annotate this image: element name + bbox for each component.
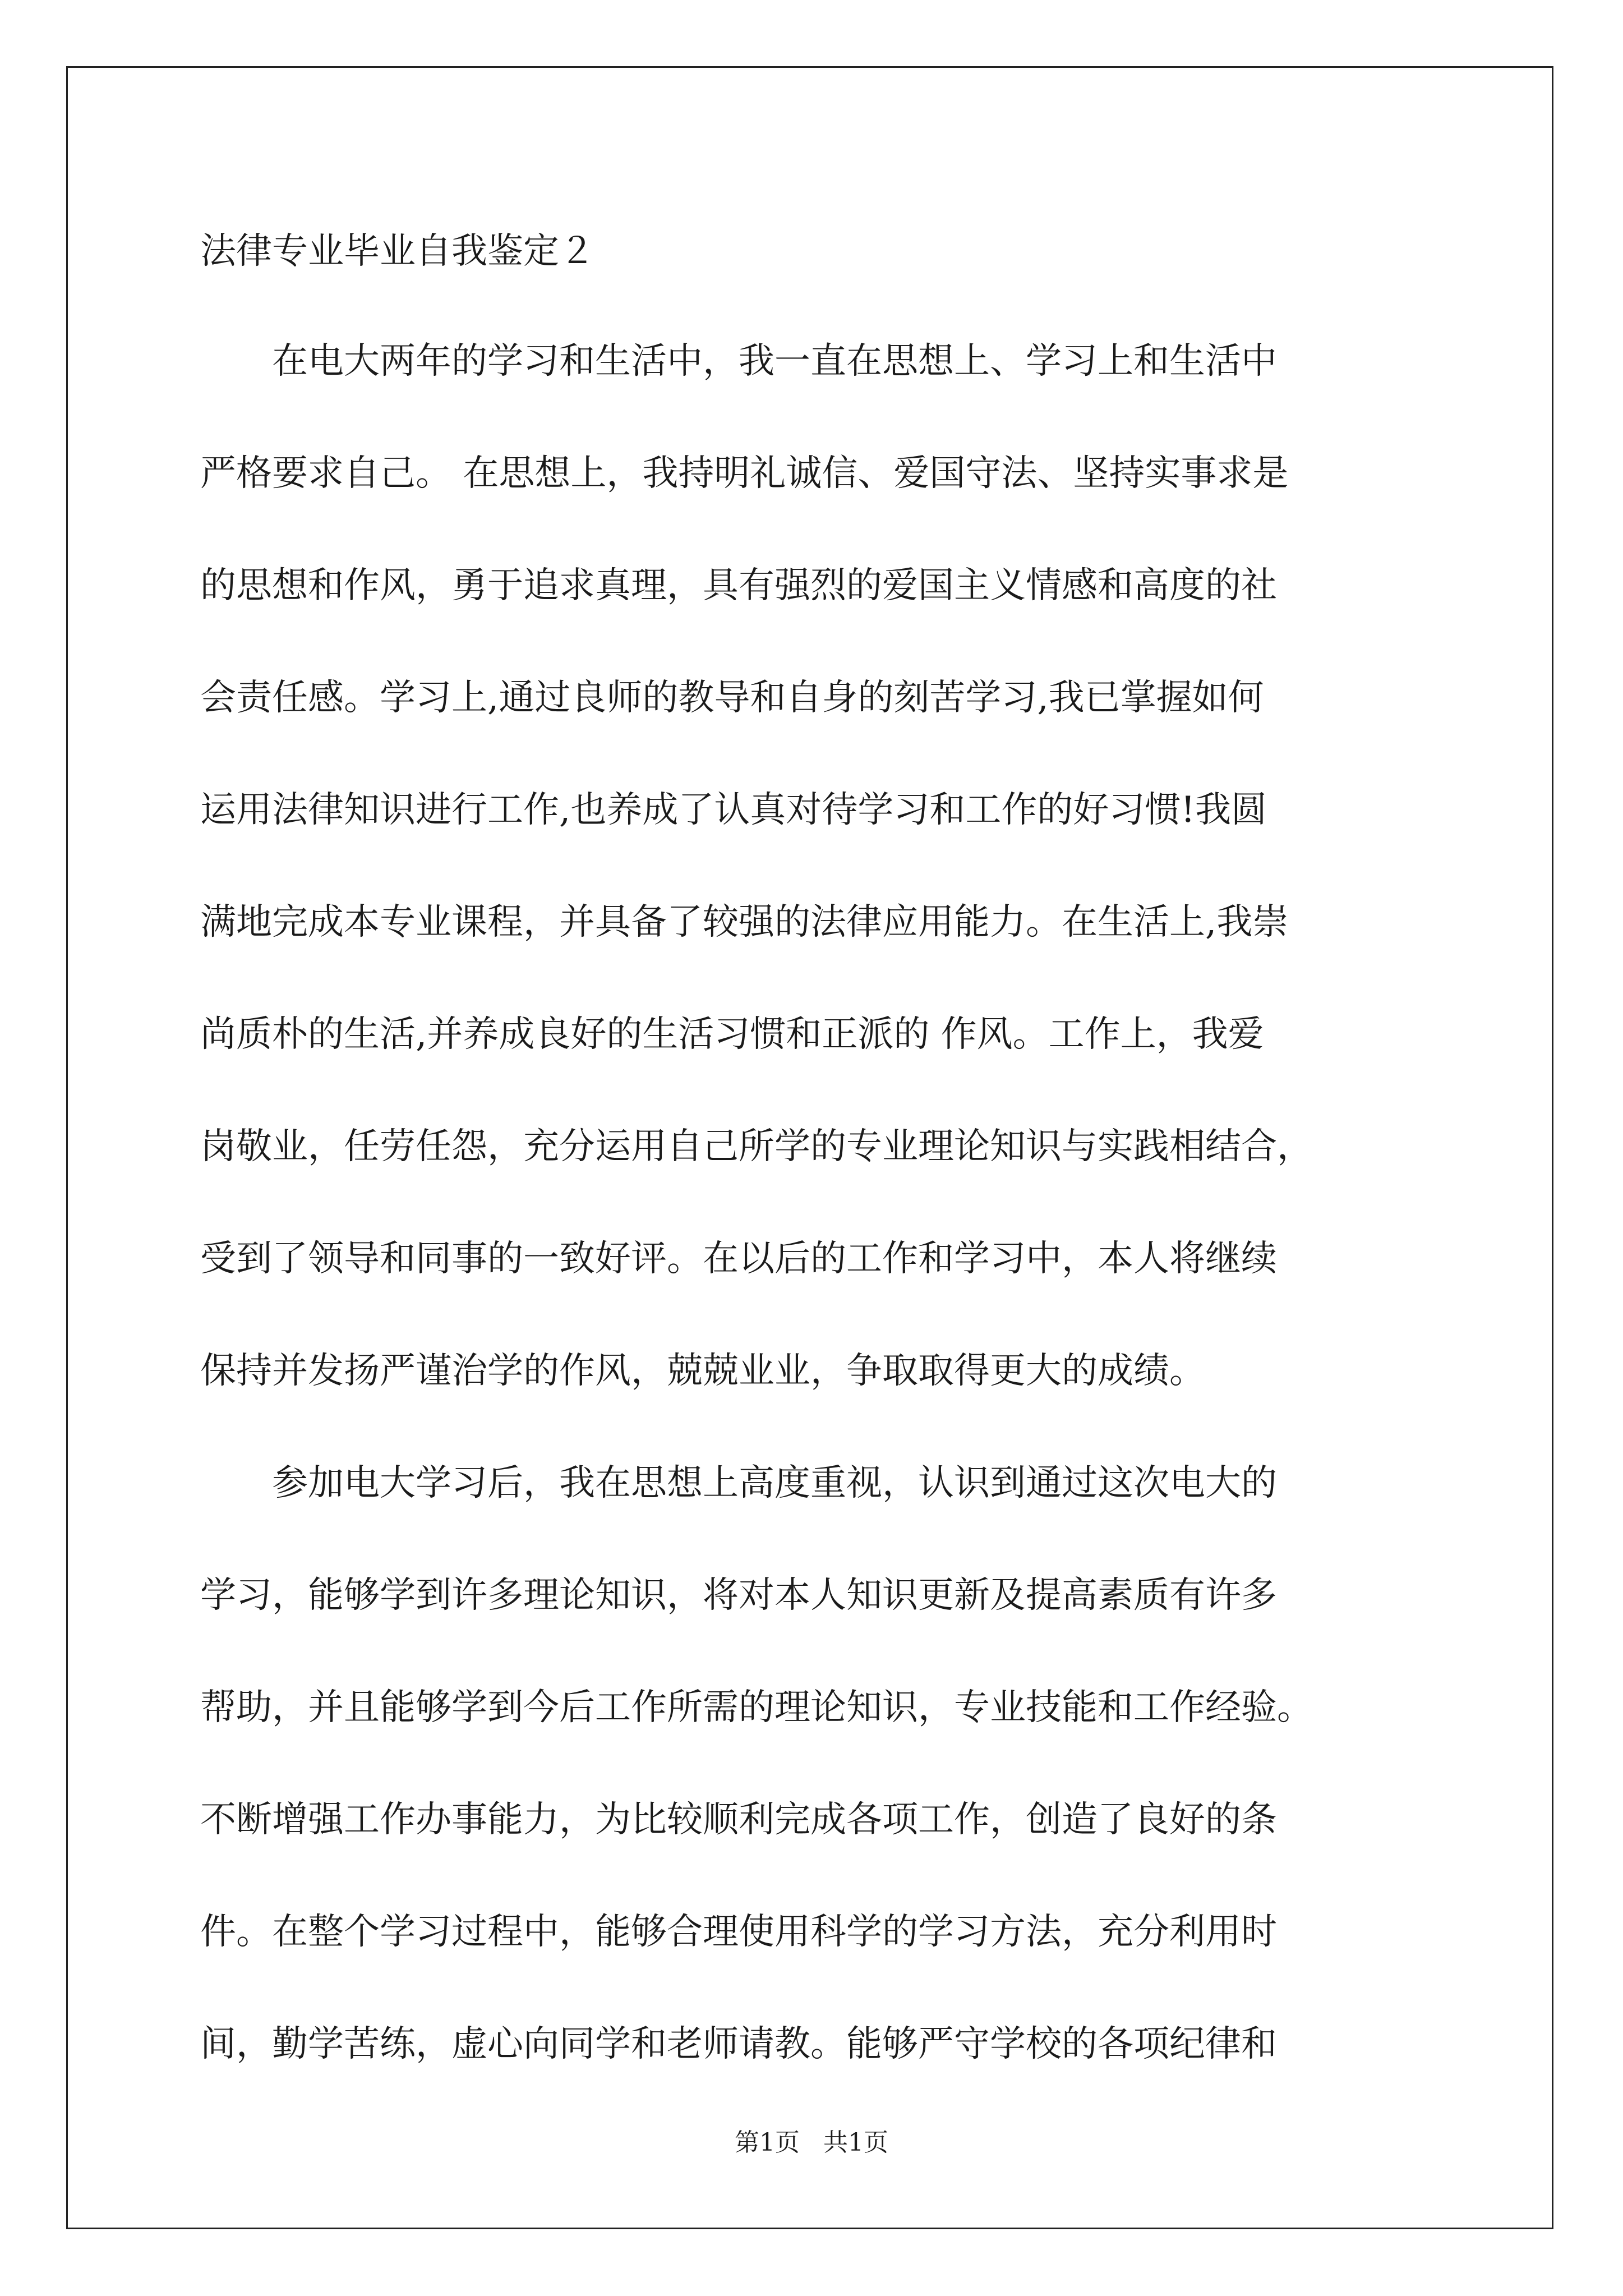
body-line: 不断增强工作办事能力，为比较顺利完成各项工作，创造了良好的条 (200, 1799, 1277, 1841)
body-line: 岗敬业，任劳任怨，充分运用自己所学的专业理论知识与实践相结合， (200, 1126, 1313, 1167)
body-line: 学习，能够学到许多理论知识，将对本人知识更新及提高素质有许多 (200, 1575, 1277, 1616)
document-title: 法律专业毕业自我鉴定２ (200, 231, 595, 272)
page-number-current: 第1页 (735, 2128, 800, 2157)
body-line: 间，勤学苦练，虚心向同学和老师请教。能够严守学校的各项纪律和 (200, 2023, 1277, 2065)
body-line: 参加电大学习后，我在思想上高度重视，认识到通过这次电大的 (200, 1462, 1277, 1504)
page-number-total: 共1页 (823, 2128, 888, 2157)
body-line: 在电大两年的学习和生活中，我一直在思想上、学习上和生活中 (200, 341, 1277, 382)
body-line: 会责任感。学习上,通过良师的教导和自身的刻苦学习,我已掌握如何 (200, 677, 1264, 719)
body-line: 件。在整个学习过程中，能够合理使用科学的学习方法，充分利用时 (200, 1911, 1277, 1953)
body-line: 受到了领导和同事的一致好评。在以后的工作和学习中，本人将继续 (200, 1238, 1277, 1280)
body-line: 保持并发扬严谨治学的作风，兢兢业业，争取取得更大的成绩。 (200, 1350, 1205, 1392)
page-footer (0, 2126, 1623, 2160)
body-line: 严格要求自己。 在思想上，我持明礼诚信、爱国守法、坚持实事求是 (200, 453, 1289, 494)
body-line: 运用法律知识进行工作,也养成了认真对待学习和工作的好习惯!我圆 (200, 789, 1267, 831)
body-line: 尚质朴的生活,并养成良好的生活习惯和正派的 作风。工作上，我爱 (200, 1014, 1264, 1055)
body-line: 的思想和作风，勇于追求真理，具有强烈的爱国主义情感和高度的社 (200, 565, 1277, 606)
body-line: 帮助，并且能够学到今后工作所需的理论知识，专业技能和工作经验。 (200, 1687, 1313, 1728)
body-line: 满地完成本专业课程，并具备了较强的法律应用能力。在生活上,我崇 (200, 901, 1289, 943)
